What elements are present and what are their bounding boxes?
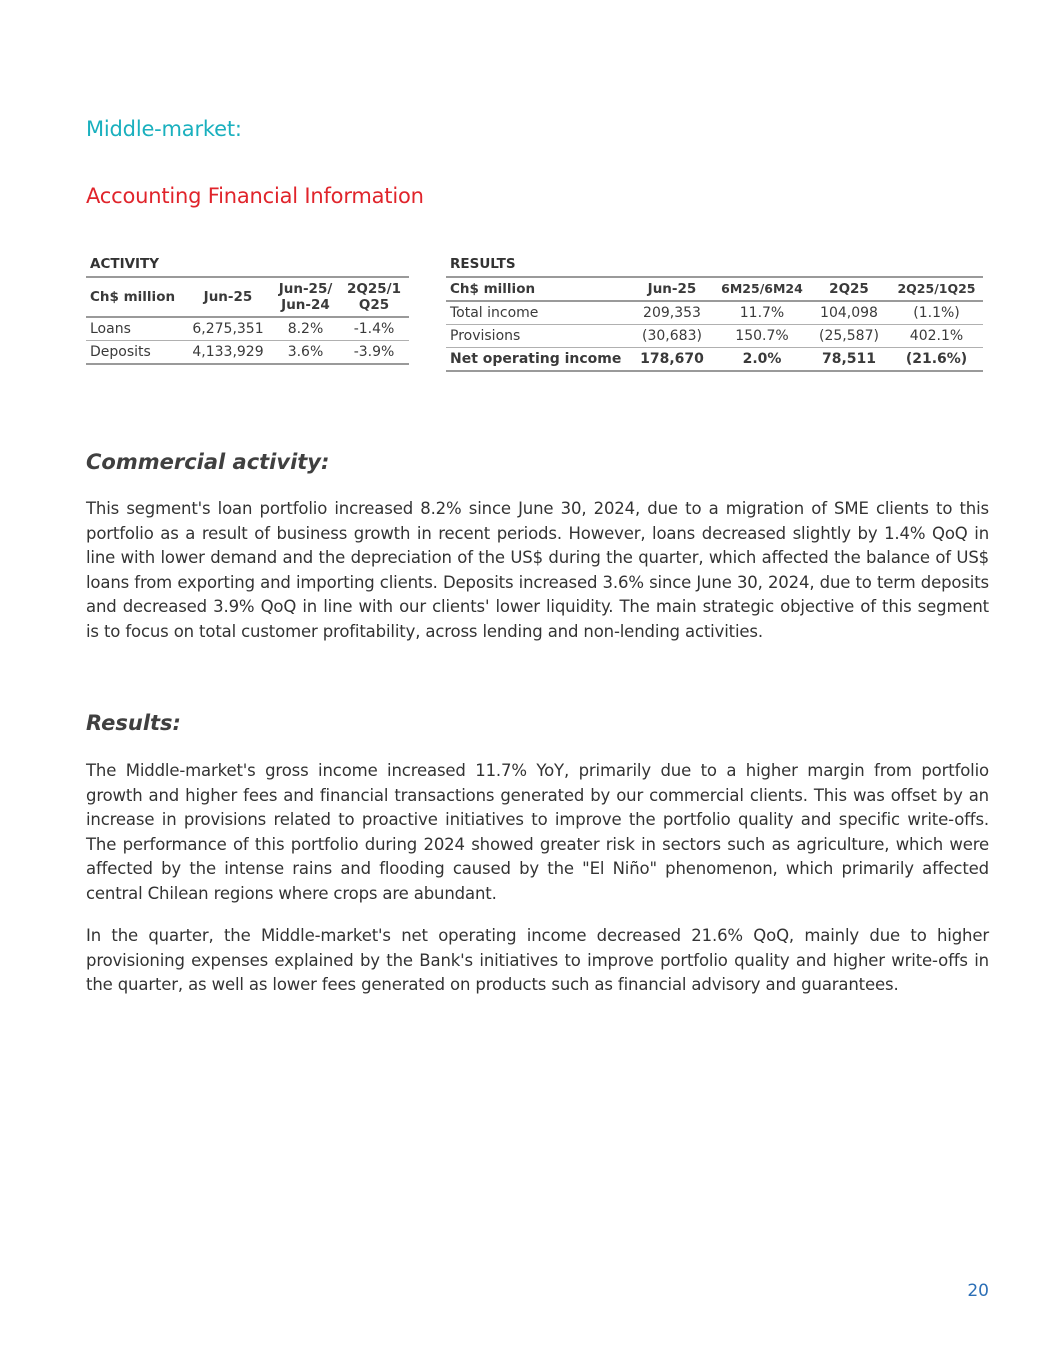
- activity-cell: 6,275,351: [184, 317, 272, 341]
- activity-header-unit: Ch$ million: [86, 277, 184, 317]
- activity-cell: 4,133,929: [184, 341, 272, 365]
- results-header-2q25: 2Q25: [808, 277, 890, 301]
- results-row-label: Provisions: [446, 325, 628, 348]
- results-cell: 11.7%: [716, 301, 808, 325]
- results-row-label: Total income: [446, 301, 628, 325]
- activity-header-row: [86, 277, 409, 317]
- results-header-jun25: Jun-25: [628, 277, 716, 301]
- results-header-row: [446, 277, 983, 301]
- results-cell: 150.7%: [716, 325, 808, 348]
- activity-caption: ACTIVITY: [90, 256, 160, 272]
- activity-cell: 8.2%: [272, 317, 339, 341]
- results-header-unit: Ch$ million: [446, 277, 628, 301]
- table-row-total: [446, 348, 983, 372]
- subsection-title: Accounting Financial Information: [86, 184, 424, 208]
- table-row: [86, 317, 409, 341]
- results-cell: 104,098: [808, 301, 890, 325]
- table-row: [446, 325, 983, 348]
- activity-header-qoq: 2Q25/1 Q25: [339, 277, 409, 317]
- results-row-label: Net operating income: [446, 348, 628, 372]
- results-caption: RESULTS: [450, 256, 516, 272]
- activity-header-jun25: Jun-25: [184, 277, 272, 317]
- page-number: 20: [967, 1281, 989, 1301]
- results-cell: 178,670: [628, 348, 716, 372]
- results-cell: 402.1%: [890, 325, 983, 348]
- results-cell: (21.6%): [890, 348, 983, 372]
- results-cell: 209,353: [628, 301, 716, 325]
- activity-cell: -1.4%: [339, 317, 409, 341]
- table-row: [446, 301, 983, 325]
- results-table: [446, 256, 983, 372]
- activity-row-label: Loans: [86, 317, 184, 341]
- results-paragraph-1: The Middle-market's gross income increased 11.7% YoY, primarily due to a higher margin from portfolio growth and higher fees and financial transactions generated by our commercial clients. This was offset by an increase in provisions related to proactive initiatives to improve the portfolio quality and specific write-offs. The performance of this portfolio during 2024 showed greater risk in sectors such as agriculture, which were affected by the intense rains and flooding caused by the "El Niño" phenomenon, which primarily affected central Chilean regions where crops are abundant.: [86, 761, 989, 903]
- activity-table: [86, 256, 409, 365]
- results-paragraph-2: In the quarter, the Middle-market's net operating income decreased 21.6% QoQ, mainly due to higher provisioning expenses explained by the Bank's initiatives to improve portfolio quality and higher write-offs in the quarter, as well as lower fees generated on products such as financial advisory and guarantees.: [86, 926, 989, 995]
- results-header-6m: 6M25/6M24: [716, 277, 808, 301]
- activity-cell: 3.6%: [272, 341, 339, 365]
- results-cell: (25,587): [808, 325, 890, 348]
- results-cell: (1.1%): [890, 301, 983, 325]
- activity-cell: -3.9%: [339, 341, 409, 365]
- commercial-activity-paragraph: This segment's loan portfolio increased 8.2% since June 30, 2024, due to a migration of SME clients to this portfolio as a result of business growth in recent periods. However, loans decreased slightly by 1.4% QoQ in line with lower demand and the depreciation of the US$ during the quarter, which affected the balance of US$ loans from exporting and importing clients. Deposits increased 3.6% since June 30, 2024, due to term deposits and decreased 3.9% QoQ in line with our clients' lower liquidity. The main strategic objective of this segment is to focus on total customer profitability, across lending and non-lending activities.: [86, 499, 989, 641]
- activity-row-label: Deposits: [86, 341, 184, 365]
- commercial-activity-heading: Commercial activity:: [86, 450, 330, 474]
- table-row: [86, 341, 409, 365]
- results-cell: (30,683): [628, 325, 716, 348]
- results-heading: Results:: [86, 711, 181, 735]
- section-title: Middle-market:: [86, 117, 242, 141]
- results-cell: 2.0%: [716, 348, 808, 372]
- activity-header-yoy: Jun-25/ Jun-24: [272, 277, 339, 317]
- results-cell: 78,511: [808, 348, 890, 372]
- results-header-qoq: 2Q25/1Q25: [890, 277, 983, 301]
